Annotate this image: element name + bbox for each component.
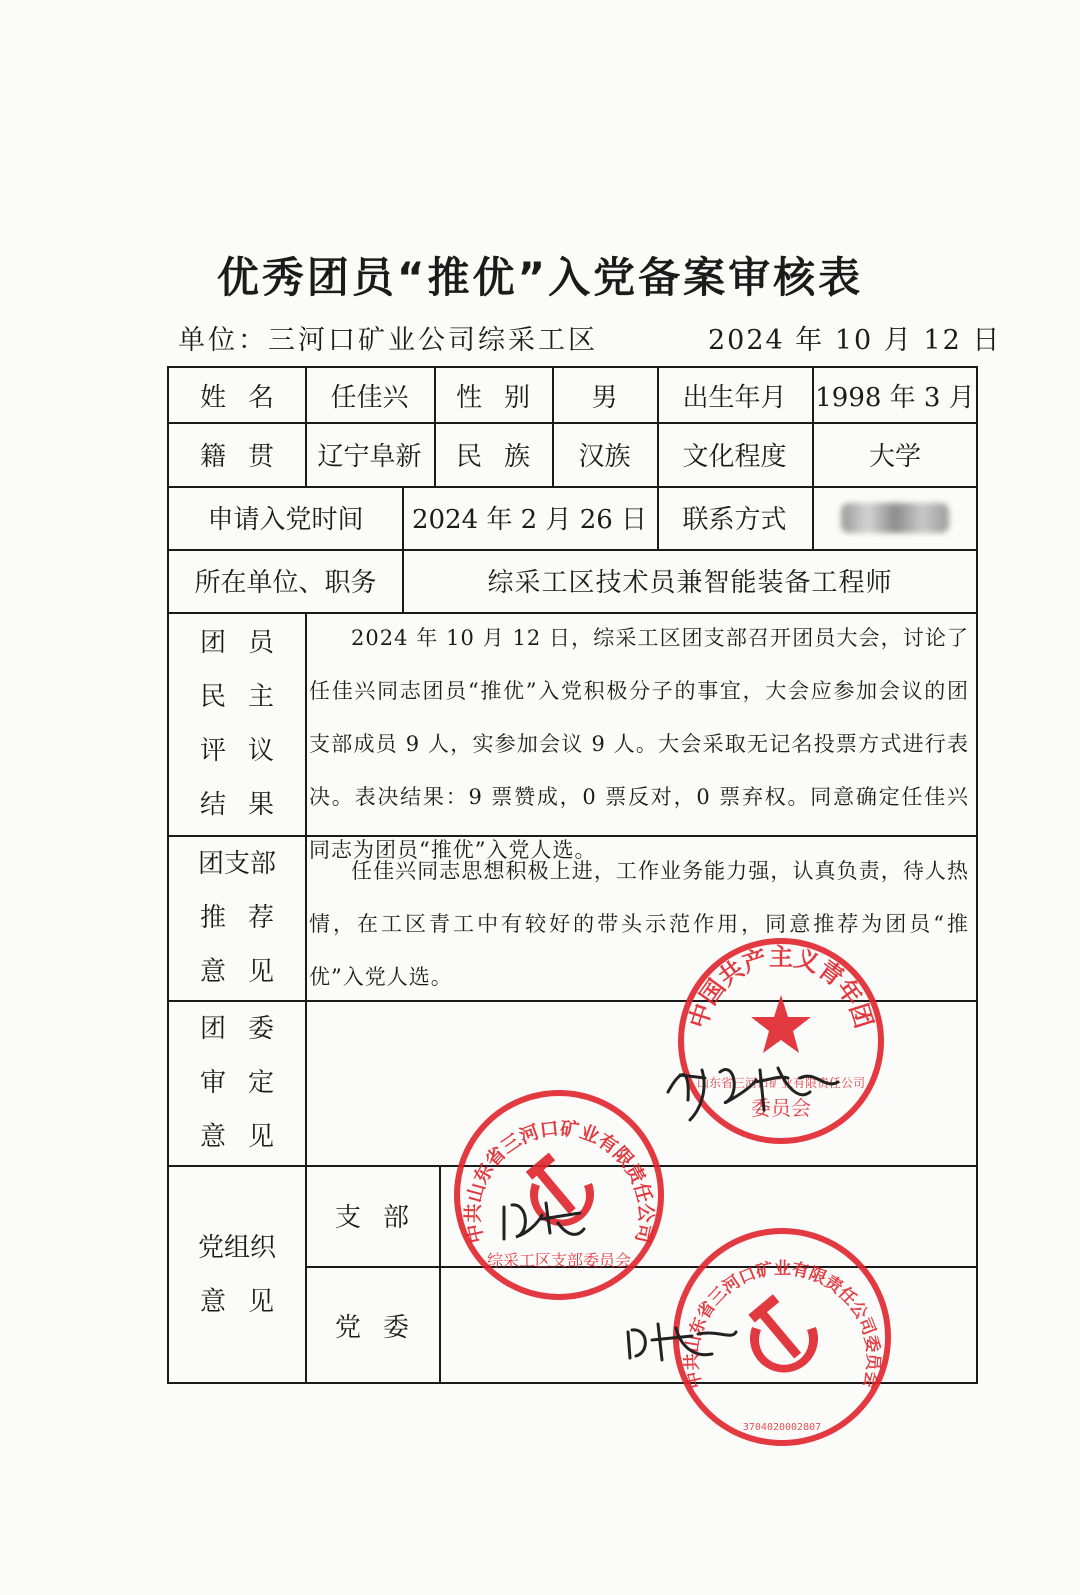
vote-result-text: 2024 年 10 月 12 日，综采工区团支部召开团员大会，讨论了任佳兴同志团员“推优”入党积极分子的事宜，大会应参加会议的团支部成员 9 人，实参加会议 9 人。大会采取无记名投票方式进行表决。表决结果：9 票赞成，0 票反对，0 票弃权。同意确定任佳兴同志为团员“推优”入党人选。 xyxy=(309,626,969,862)
svg-text:中共山东省三河口矿业有限责任公司委员会: 中共山东省三河口矿业有限责任公司委员会 xyxy=(682,1259,883,1391)
name-label: 姓名 xyxy=(199,382,296,413)
contact-label: 联系方式 xyxy=(682,505,787,535)
apply-time-value: 2024 年 2 月 26 日 xyxy=(411,505,648,535)
contact-value-redacted xyxy=(812,486,978,549)
branch-sublabel: 支部 xyxy=(334,1203,431,1233)
svg-text:山东省三河口矿业有限责任公司: 山东省三河口矿业有限责任公司 xyxy=(696,1076,866,1090)
committee-signature xyxy=(660,1030,850,1125)
name-value: 任佳兴 xyxy=(330,382,409,413)
party-committee-signature xyxy=(622,1310,742,1370)
gender-label: 性别 xyxy=(456,382,553,413)
origin-label: 籍贯 xyxy=(199,441,296,472)
hammer-sickle-icon xyxy=(748,1294,818,1372)
branch-signature xyxy=(498,1193,588,1248)
birth-label: 出生年月 xyxy=(682,382,787,413)
education-value: 大学 xyxy=(868,441,921,472)
education-label: 文化程度 xyxy=(682,441,787,472)
svg-text:3704020002807: 3704020002807 xyxy=(742,1422,822,1433)
gender-value: 男 xyxy=(591,382,618,413)
svg-text:中共山东省三河口矿业有限责任公司: 中共山东省三河口矿业有限责任公司 xyxy=(462,1117,657,1245)
vote-result-label: 团员 民主 评议 结果 xyxy=(199,627,296,820)
form-date: 2024 年 10 月 12 日 xyxy=(708,325,1002,356)
svg-text:综采工区支部委员会: 综采工区支部委员会 xyxy=(486,1251,632,1270)
branch-recommendation-text: 任佳兴同志思想积极上进，工作业务能力强，认真负责，待人热情，在工区青工中有较好的带头示范作用，同意推荐为团员“推优”入党人选。 xyxy=(309,859,969,989)
svg-text:中国共产主义青年团: 中国共产主义青年团 xyxy=(683,943,879,1032)
unit-position-value: 综采工区技术员兼智能装备工程师 xyxy=(487,568,893,598)
form-title: 优秀团员“推优”入党备案审核表 xyxy=(216,253,864,302)
birth-value: 1998 年 3 月 xyxy=(815,382,975,413)
ethnic-value: 汉族 xyxy=(578,441,631,472)
ethnic-label: 民族 xyxy=(456,441,553,472)
apply-time-label: 申请入党时间 xyxy=(207,505,364,535)
committee-review-label: 团委 审定 意见 xyxy=(199,1013,296,1152)
svg-text:委员会: 委员会 xyxy=(751,1096,811,1120)
party-opinion-label: 党组织 意见 xyxy=(197,1232,296,1317)
branch-recommendation-label: 团支部 推荐 意见 xyxy=(197,848,296,987)
unit-label: 单位：三河口矿业公司综采工区 xyxy=(178,325,598,356)
origin-value: 辽宁阜新 xyxy=(317,441,422,472)
party-committee-sublabel: 党委 xyxy=(334,1312,431,1343)
unit-position-label: 所在单位、职务 xyxy=(194,568,377,598)
